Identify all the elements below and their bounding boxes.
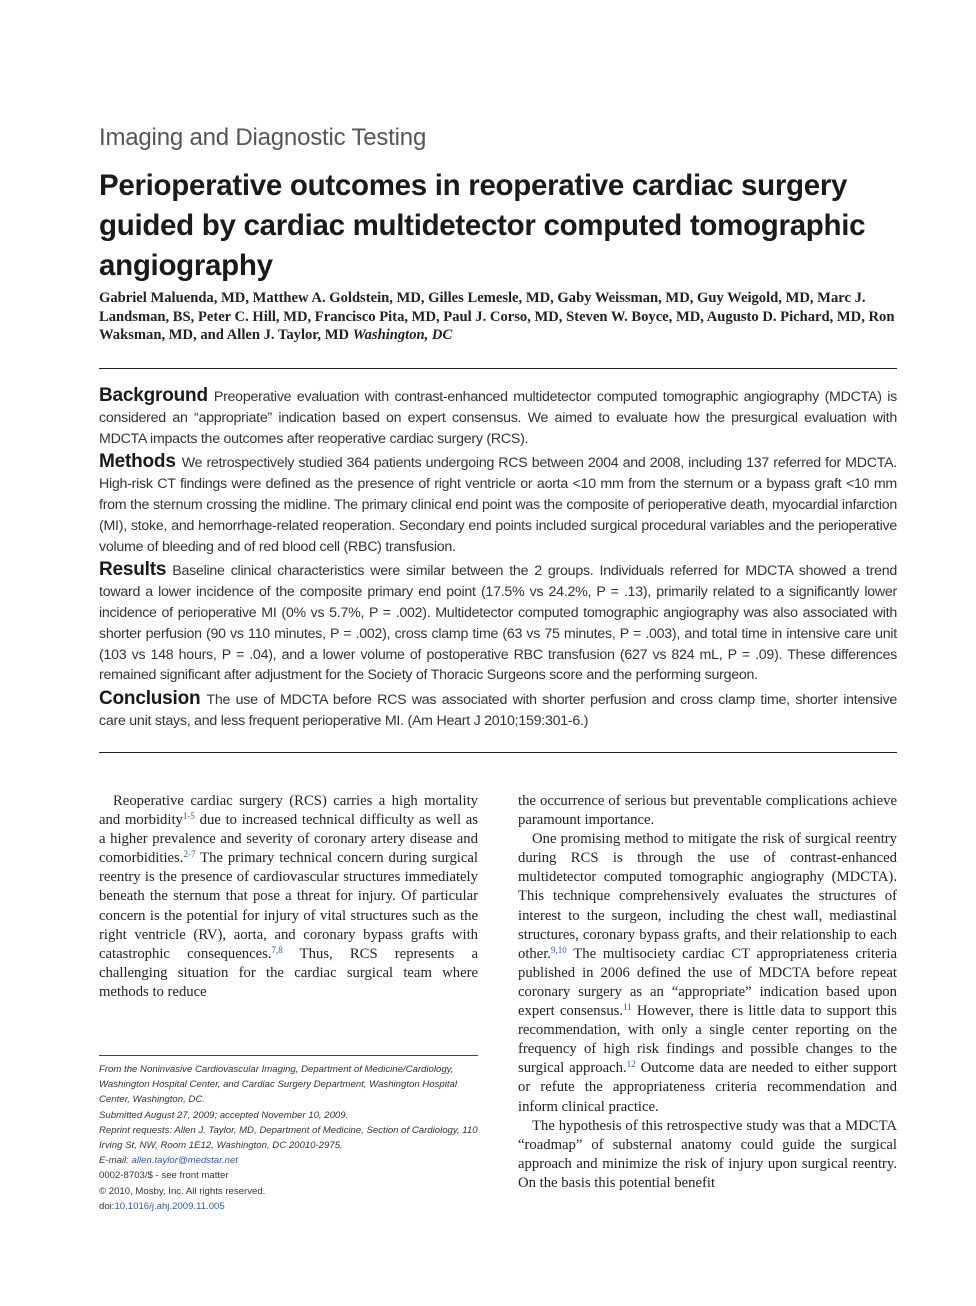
abstract bbox=[99, 386, 897, 735]
background-text: Preoperative evaluation with contrast-enhanced multidetector computed tomographic angiography (MDCTA) is considered an “appropriate” indication based on expert consensus. We aimed to evaluate how the presurgical evaluation with MDCTA impacts the outcomes after reoperative cardiac surgery (RCS). bbox=[99, 389, 897, 447]
footnote-copyright: © 2010, Mosby, Inc. All rights reserved. bbox=[99, 1185, 266, 1197]
footnote-reprint: Reprint requests: Allen J. Taylor, MD, Department of Medicine, Section of Cardiology, 110 Irving St, NW, Room 1E12, Washington, DC 20010-2975. bbox=[99, 1124, 478, 1152]
conclusion-text: The use of MDCTA before RCS was associated with shorter perfusion and cross clamp time, shorter intensive care unit stays, and less frequent perioperative MI. (Am Heart J 2010;159:301-6.) bbox=[99, 692, 897, 729]
body-text: One promising method to mitigate the risk of surgical reentry during RCS is through the use of contrast-enhanced multidetector computed tomographic angiography (MDCTA). This technique comprehensively evaluates the structures of interest to the surgeon, including the chest wall, mediastinal structures, coronary bypass grafts, and their relationship to each other. bbox=[518, 831, 897, 962]
results-heading: Results bbox=[99, 559, 167, 581]
article-title: Perioperative outcomes in reoperative cardiac surgery guided by cardiac multidetector computed tomographic angiography bbox=[99, 169, 866, 282]
footnotes bbox=[99, 1062, 478, 1214]
abstract-conclusion bbox=[99, 689, 897, 732]
body-paragraph bbox=[99, 792, 478, 1002]
body-text: However, there is little data to support this recommendation, with only a single center reporting on the frequency of high risk findings and possible changes to the surgical approach. bbox=[518, 1003, 898, 1077]
background-heading: Background bbox=[99, 385, 208, 406]
body-text: due to increased technical difficulty as well as a higher prevalence and severity of coronary artery disease and comorbidities. bbox=[99, 812, 479, 867]
conclusion-heading: Conclusion bbox=[99, 688, 201, 710]
citation-link[interactable]: 9,10 bbox=[551, 944, 567, 955]
body-text: Thus, RCS represents a challenging situation for the cardiac surgical team where methods to reduce bbox=[99, 945, 478, 1000]
footnote-issn: 0002-8703/$ - see front matter bbox=[99, 1170, 229, 1182]
footnote-affiliation: From the Noninvasive Cardiovascular Imaging, Department of Medicine/Cardiology, Washington Hospital Center, and Cardiac Surgery Department, Washington Hospital Center, Washington, DC. bbox=[99, 1064, 457, 1106]
abstract-methods bbox=[99, 452, 897, 557]
citation-link[interactable]: 7,8 bbox=[271, 944, 283, 955]
section-label: Imaging and Diagnostic Testing bbox=[99, 124, 427, 151]
abstract-bottom-rule bbox=[99, 752, 897, 753]
authors-location: Washington, DC bbox=[352, 327, 453, 343]
footnote-submitted: Submitted August 27, 2009; accepted November 10, 2009. bbox=[99, 1109, 349, 1121]
footnote-email bbox=[99, 1153, 478, 1168]
citation-link[interactable]: 2-7 bbox=[183, 849, 196, 860]
results-text: Baseline clinical characteristics were similar between the 2 groups. Individuals referred for MDCTA showed a trend toward a lower incidence of the composite primary end point (17.5% vs 24.2%, P = .13), primarily related to a significantly lower incidence of perioperative MI (0% vs 5.7%, P = .002). Multidetector computed tomographic angiography was also associated with shorter perfusion (90 vs 110 minutes, P = .002), cross clamp time (63 vs 75 minutes, P = .003), and total time in intensive care unit (103 vs 148 hours, P = .04), and a lower volume of postoperative RBC transfusion (627 vs 824 mL, P = .09). These differences remained significant after adjustment for the Society of Thoracic Surgeons score and the performing surgeon. bbox=[99, 563, 897, 684]
citation-link[interactable]: 1-5 bbox=[182, 811, 195, 822]
methods-text: We retrospectively studied 364 patients undergoing RCS between 2004 and 2008, including 137 referred for MDCTA. High-risk CT findings were defined as the presence of right ventricle or aorta <10 mm from the sternum or a bypass graft <10 mm from the sternum crossing the midline. The primary clinical end point was the composite of perioperative death, myocardial infarction (MI), stoke, and hemorrhage-related reoperation. Secondary end points included surgical procedural variables and the perioperative volume of bleeding and of red blood cell (RBC) transfusion. bbox=[99, 455, 897, 555]
body-paragraph bbox=[518, 830, 897, 1116]
body-column-right bbox=[518, 792, 897, 1193]
body-text: Reoperative cardiac surgery (RCS) carries a high mortality and morbidity bbox=[99, 793, 478, 829]
doi-label: doi: bbox=[99, 1200, 115, 1212]
body-paragraph: the occurrence of serious but preventable complications achieve paramount importance. bbox=[518, 793, 897, 829]
abstract-background bbox=[99, 386, 897, 449]
citation-link[interactable]: 12 bbox=[626, 1059, 636, 1070]
methods-heading: Methods bbox=[99, 451, 176, 473]
body-column-left bbox=[99, 792, 478, 1002]
footnote-doi bbox=[99, 1199, 478, 1214]
footnote-rule bbox=[99, 1055, 478, 1056]
body-text: The primary technical concern during surgical reentry is the presence of cardiovascular structures immediately beneath the sternum that pose a threat for injury. Of particular concern is the potential for injury of vital structures such as the right ventricle (RV), aorta, and coronary bypass grafts with catastrophic consequences. bbox=[99, 850, 478, 962]
body-text: Outcome data are needed to either support or refute the appropriateness criteria recommendation and inform clinical practice. bbox=[518, 1060, 897, 1115]
email-link[interactable]: allen.taylor@medstar.net bbox=[131, 1155, 238, 1167]
authors-names: Gabriel Maluenda, MD, Matthew A. Goldstein, MD, Gilles Lemesle, MD, Gaby Weissman, MD, Guy Weigold, MD, Marc J. Landsman, BS, Peter C. Hill, MD, Francisco Pita, MD, Paul J. Corso, MD, Steven W. Boyce, MD, Augusto D. Pichard, MD, Ron Waksman, MD, and Allen J. Taylor, MD bbox=[99, 290, 895, 343]
citation-link[interactable]: 11 bbox=[623, 1002, 632, 1013]
abstract-top-rule bbox=[99, 368, 897, 369]
abstract-results bbox=[99, 560, 897, 686]
email-label: E-mail: bbox=[99, 1155, 132, 1167]
doi-link[interactable]: 10.1016/j.ahj.2009.11.005 bbox=[114, 1200, 225, 1212]
body-paragraph: The hypothesis of this retrospective study was that a MDCTA “roadmap” of substernal anatomy could guide the surgical approach and minimize the risk of injury upon surgical reentry. On the basis this potential benefit bbox=[518, 1117, 897, 1191]
author-list bbox=[99, 289, 899, 345]
body-text: The multisociety cardiac CT appropriateness criteria published in 2006 defined the use of MDCTA before repeat coronary surgery as an “appropriate” indication based upon expert consensus. bbox=[518, 945, 897, 1020]
